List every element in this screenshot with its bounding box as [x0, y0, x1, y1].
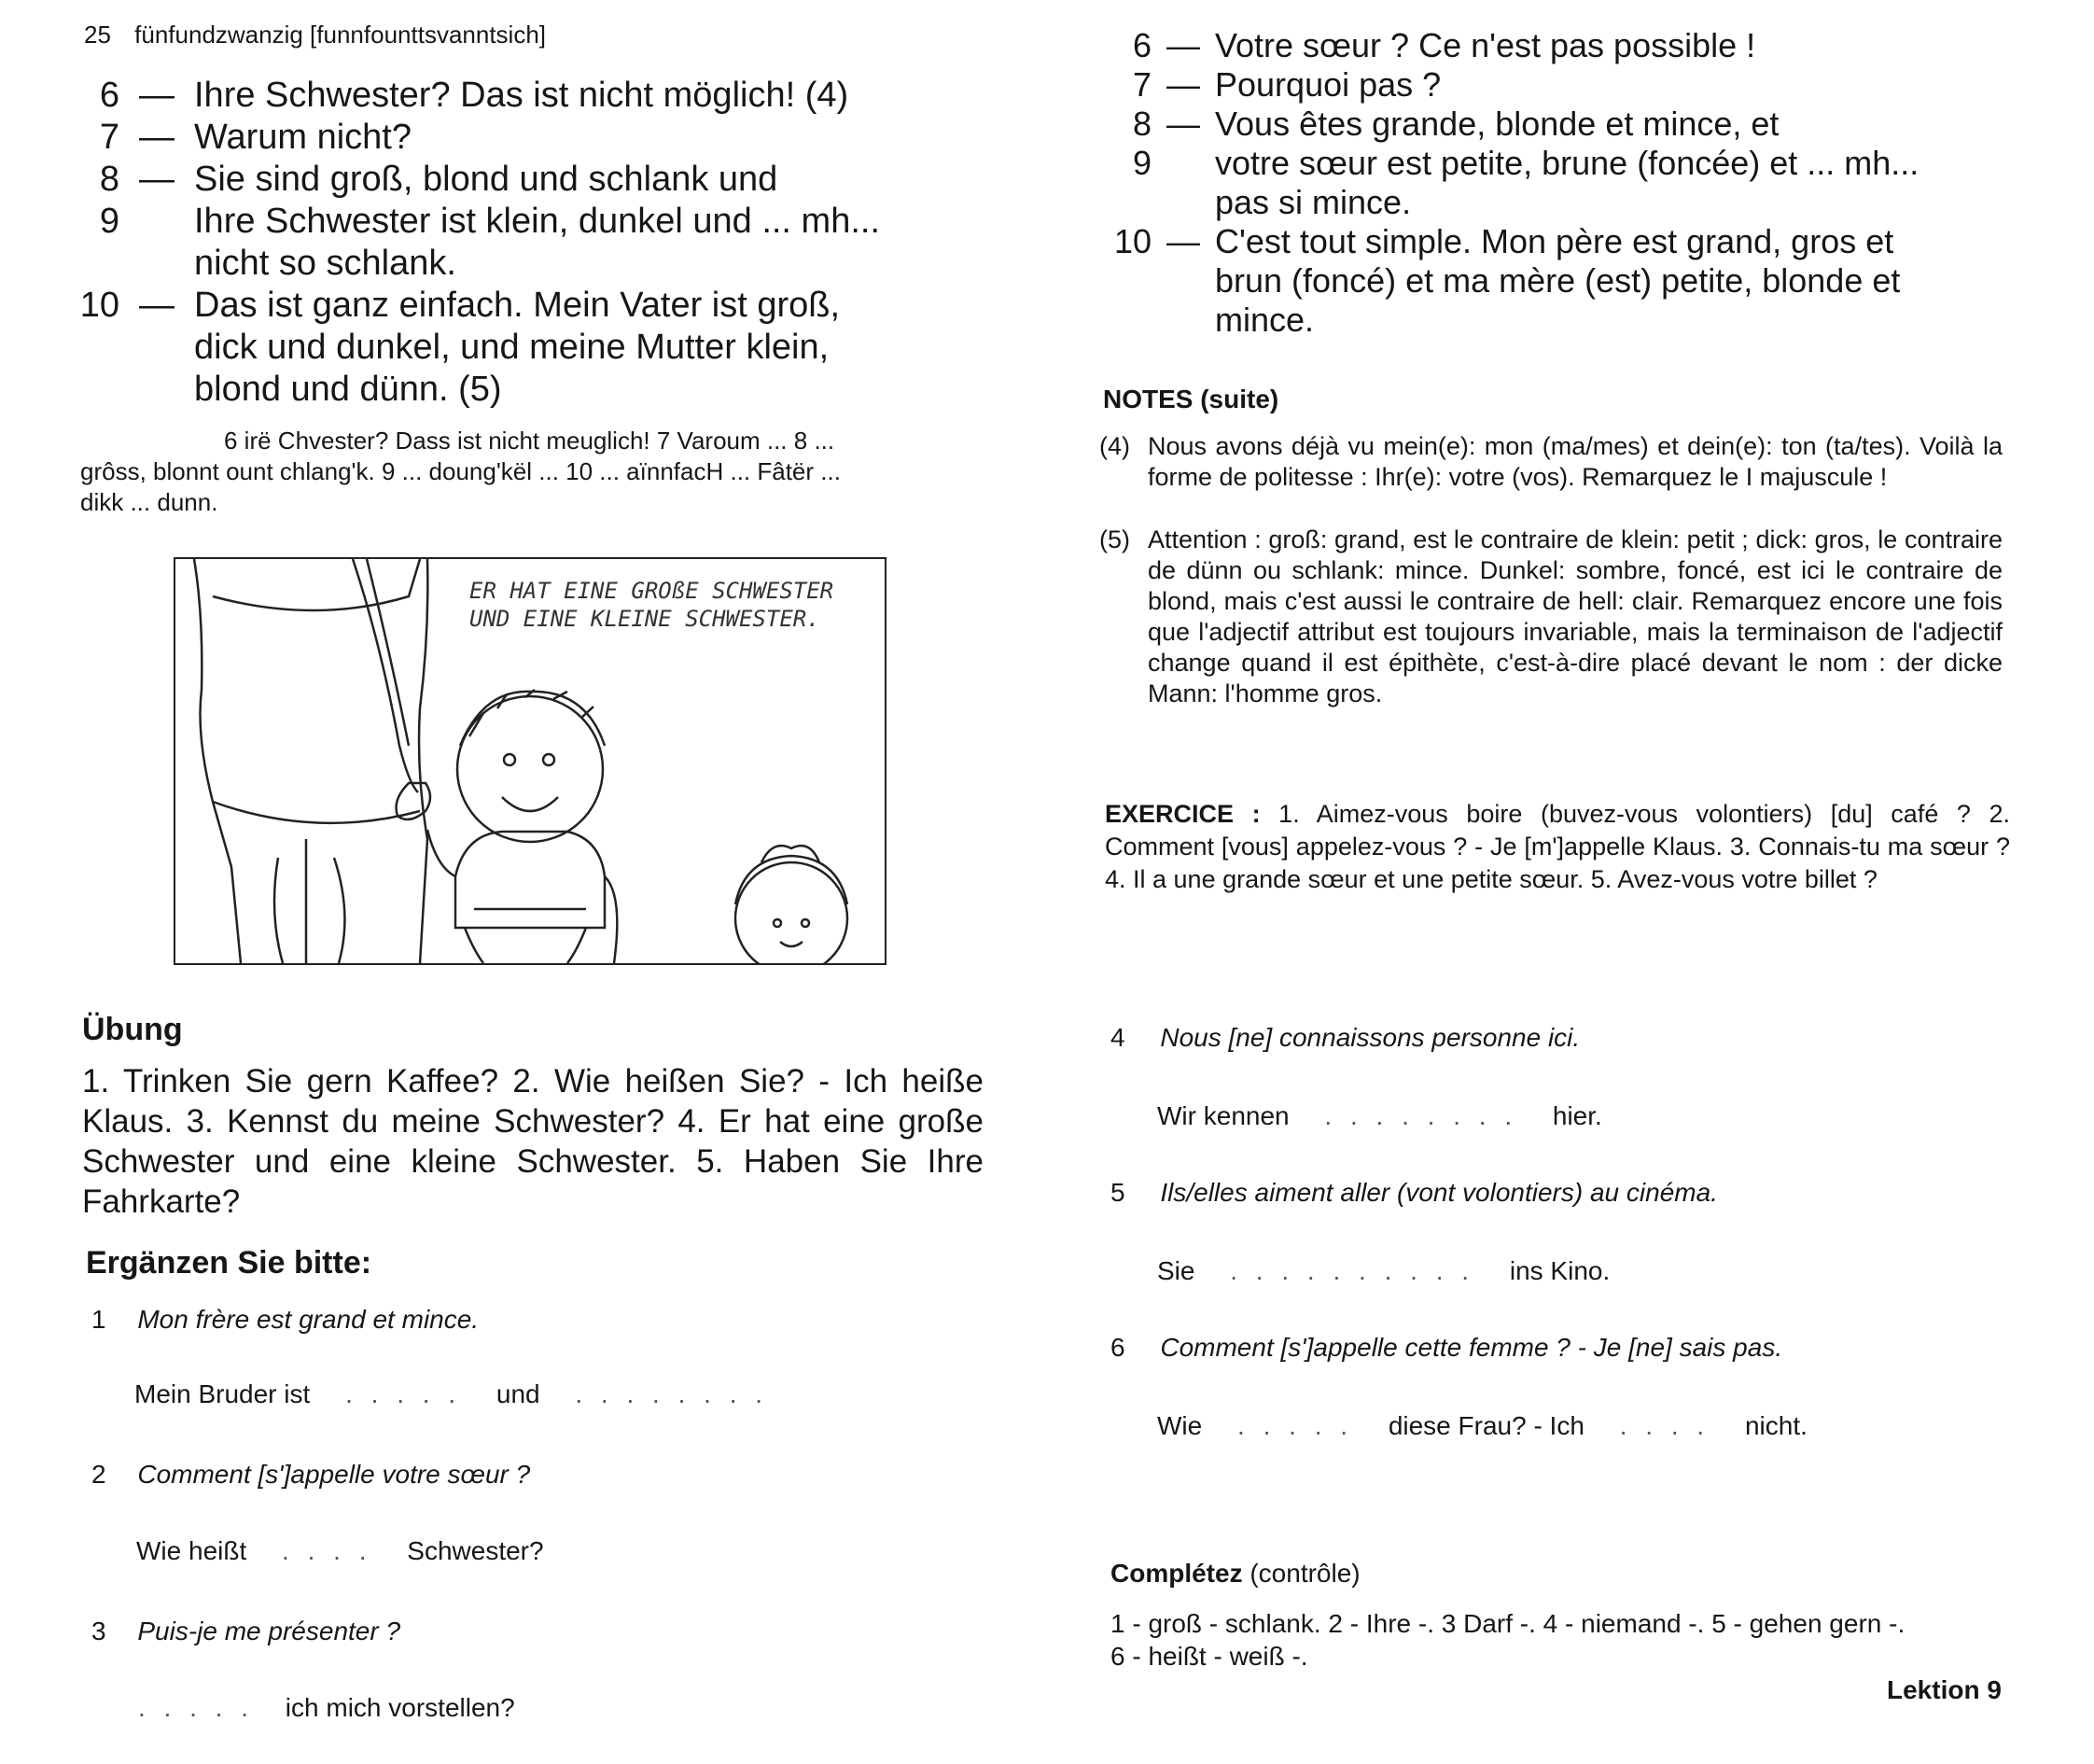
blank-field[interactable]: . . . . .: [1237, 1411, 1354, 1440]
dialogue-line: 9 Ihre Schwester ist klein, dunkel und ... mh... nicht so schlank.: [99, 202, 881, 283]
note-5: (5) Attention : groß: grand, est le contraire de klein: petit ; dick: gros, le contraire de dünn ou schlank: mince. Dunkel: sombre, foncé, est ici le contraire de blond, mais c'est aussi le contraire de hell: clair. Remarquez encore une fois que l'adjectif attribut est toujours invariable, mais la terminaison de l'adjectif change quand il est épithète, c'est-à-dire placé devant le nom : der dicke Mann: l'homme gros.: [1099, 525, 2003, 707]
dialogue-line: 7 — Pourquoi pas ?: [1132, 65, 1442, 104]
page-number: 25: [84, 21, 111, 49]
french-dialogue: [1114, 26, 2010, 340]
blank-field[interactable]: . . . . . . . .: [575, 1379, 769, 1408]
exercise-fill-line: . . . . . ich mich vorstellen?: [138, 1693, 515, 1722]
exercice-text: 1. Aimez-vous boire (buvez-vous volontiers) [du] café ? 2. Comment [vous] appelez-vous ? - Je [m']appelle Klaus. 3. Connais-tu ma sœur ? 4. Il a une grande sœur et une petite sœur. 5. Avez-vous votre billet ?: [1105, 800, 2010, 893]
comic-drawing: [175, 559, 885, 963]
exercise-fill-line: Sie . . . . . . . . . . ins Kino.: [1157, 1256, 1611, 1285]
blank-field[interactable]: . . . . . . . .: [1324, 1101, 1518, 1130]
dialogue-line: 7 — Warum nicht?: [99, 118, 412, 157]
exercise-prompt: 4 Nous [ne] connaissons personne ici.: [1110, 1023, 1581, 1052]
exercise-fill-line: Wie heißt . . . . Schwester?: [136, 1536, 544, 1565]
dialogue-line: 6 — Ihre Schwester? Das ist nicht möglich! (4): [99, 76, 849, 115]
dialogue-line: 8 — Vous êtes grande, blonde et mince, et: [1132, 105, 1780, 143]
note-4: (4) Nous avons déjà vu mein(e): mon (ma/mes) et dein(e): ton (ta/tes). Voilà la forme de politesse : Ihr(e): votre (vos). Remarquez le I majuscule !: [1099, 432, 2003, 491]
page-header: [84, 21, 546, 49]
exercise-prompt: 2 Comment [s']appelle votre sœur ?: [91, 1460, 531, 1489]
comic-caption-line2: UND EINE KLEINE SCHWESTER.: [469, 606, 820, 632]
exercice-label: EXERCICE :: [1105, 800, 1261, 828]
blank-field[interactable]: . . . . . . . . . .: [1230, 1256, 1475, 1285]
completez-title: Complétez (contrôle): [1110, 1559, 1361, 1588]
blank-field[interactable]: . . . . .: [345, 1379, 462, 1408]
exercise-fill-line: Wie . . . . . diese Frau? - Ich . . . . nicht.: [1157, 1411, 1808, 1440]
exercise-prompt: 3 Puis-je me présenter ?: [91, 1617, 401, 1645]
ergaenzen-title: Ergänzen Sie bitte:: [86, 1245, 372, 1281]
comic-caption-line1: ER HAT EINE GROßE SCHWESTER: [469, 578, 834, 604]
dialogue-line: 10 — C'est tout simple. Mon père est grand, gros et brun (foncé) et ma mère (est) petite, blonde et mince.: [1114, 222, 1901, 339]
exercise-prompt: 6 Comment [s']appelle cette femme ? - Je [ne] sais pas.: [1110, 1333, 1783, 1362]
exercise-fill-line: Wir kennen . . . . . . . . hier.: [1157, 1101, 1602, 1130]
page-number-word: fünfundzwanzig [funnfounttsvanntsich]: [134, 21, 547, 49]
pronunciation-guide: 6 irë Chvester? Dass ist nicht meuglich! 7 Varoum ... 8 ... grôss, blonnt ount chlang'k. 9 ... doung'kël ... 10 ... aïnnfacH ... Fâtër ... dikk ... dunn.: [80, 427, 841, 516]
dialogue-line: 9 votre sœur est petite, brune (foncée) et ... mh... pas si mince.: [1132, 144, 1920, 221]
dialogue-line: 8 — Sie sind groß, blond und schlank und: [99, 160, 778, 199]
notes-title: NOTES (suite): [1103, 385, 1279, 413]
german-dialogue: [75, 75, 989, 411]
lesson-footer: Lektion 9: [1887, 1675, 2002, 1704]
uebung-title: Übung: [82, 1012, 183, 1047]
exercice-block: [1105, 798, 2010, 896]
blank-field[interactable]: . . . .: [1619, 1411, 1710, 1440]
answer-key: 1 - groß - schlank. 2 - Ihre -. 3 Darf -. 4 - niemand -. 5 - gehen gern -. 6 - heißt - weiß -.: [1110, 1609, 1906, 1671]
exercise-prompt: 5 Ils/elles aiment aller (vont volontiers) au cinéma.: [1110, 1178, 1718, 1207]
uebung-text: 1. Trinken Sie gern Kaffee? 2. Wie heißen Sie? - Ich heiße Klaus. 3. Kennst du meine Schwester? 4. Er hat eine große Schwester und eine kleine Schwester. 5. Haben Sie Ihre Fahrkarte?: [82, 1063, 984, 1220]
dialogue-line: 6 — Votre sœur ? Ce n'est pas possible !: [1132, 26, 1756, 64]
blank-field[interactable]: . . . .: [282, 1536, 372, 1565]
dialogue-line: 10 — Das ist ganz einfach. Mein Vater ist groß, dick und dunkel, und meine Mutter klein, blond und dünn. (5): [79, 286, 841, 409]
exercise-fill-line: Mein Bruder ist . . . . . und . . . . . . . .: [134, 1379, 769, 1408]
exercise-prompt: 1 Mon frère est grand et mince.: [91, 1305, 480, 1334]
comic-illustration: [174, 557, 886, 965]
blank-field[interactable]: . . . . .: [138, 1693, 255, 1722]
